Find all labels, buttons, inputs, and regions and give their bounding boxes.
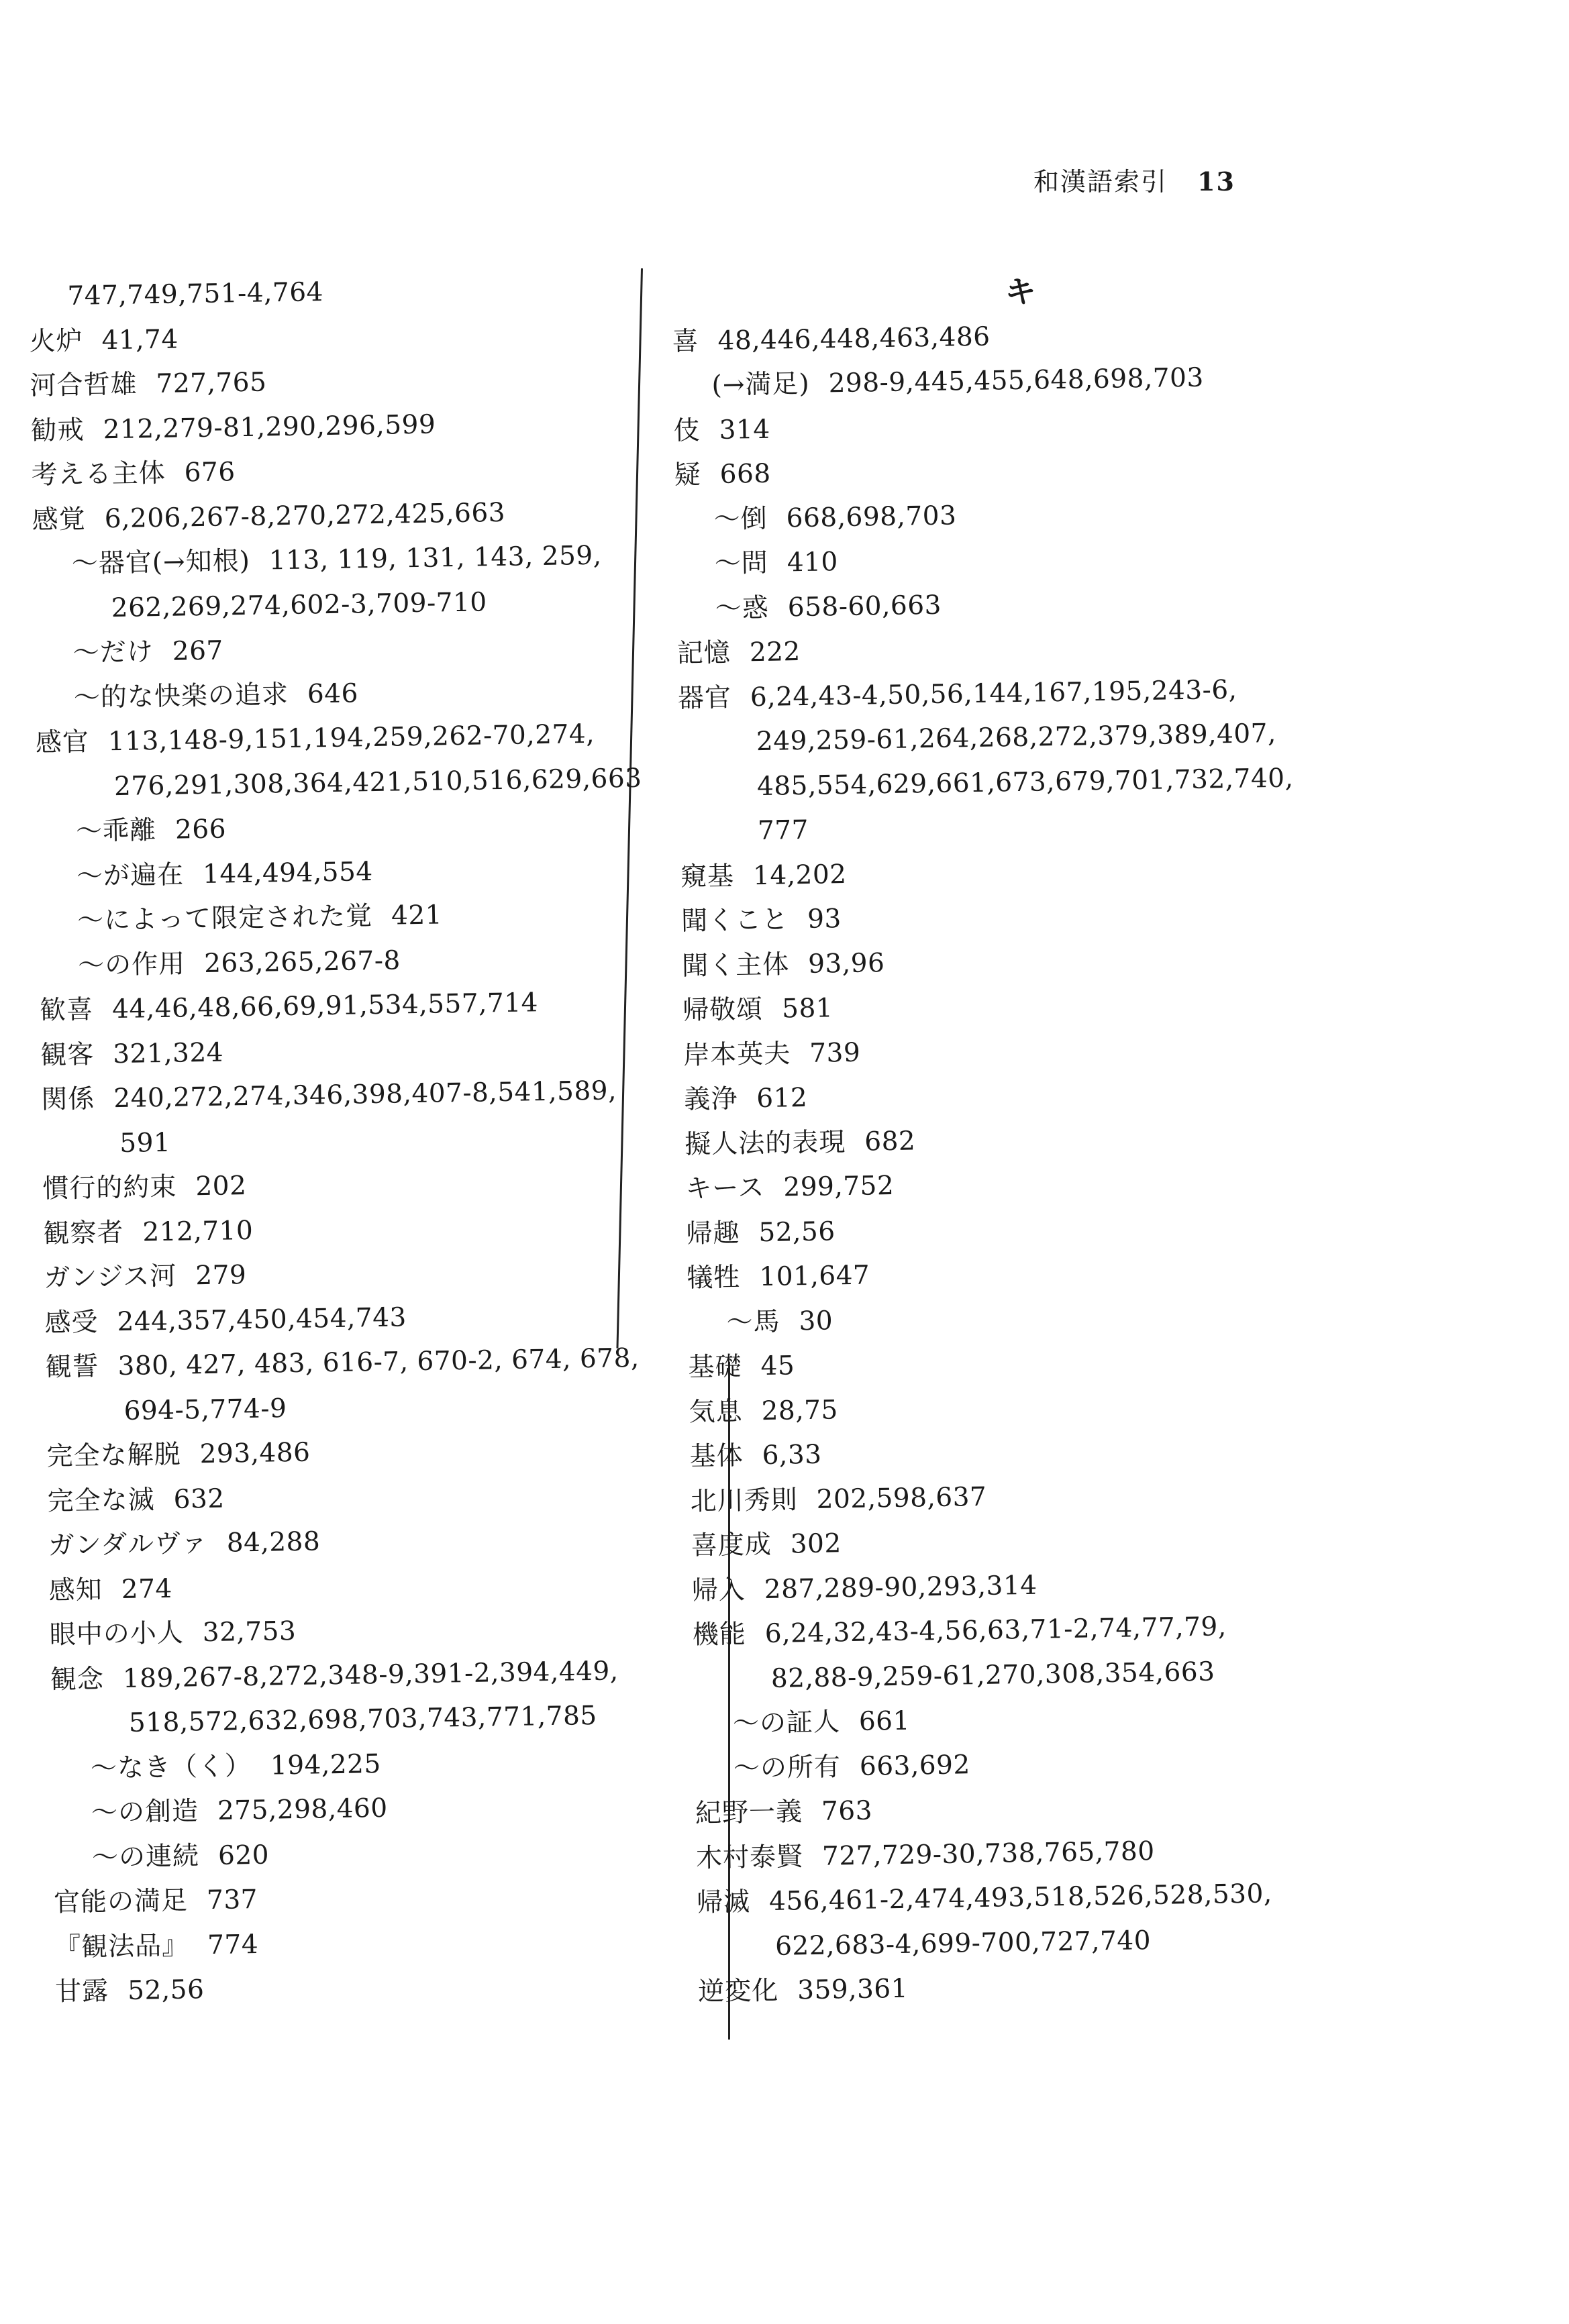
entry-pages: 45 [760,1351,795,1382]
entry-term: ガンダルヴァ [48,1528,209,1561]
entry-term: 北川秀則 [690,1484,799,1517]
entry-pages: 321,324 [112,1037,224,1069]
entry-term: ～の作用 [77,948,186,981]
entry-term: 帰滅 [696,1887,751,1918]
entry-term: 気息 [689,1396,743,1428]
entry-term: ～惑 [715,592,770,624]
page-header [1033,161,1235,198]
entry-continuation-pages: 262,269,274,602-3,709-710 [111,586,487,623]
entry-pages: 279 [195,1260,247,1291]
entry-pages: 581 [781,993,833,1024]
entry-term: 『観法品』 [54,1930,189,1963]
entry-term: 基礎 [688,1351,742,1383]
entry-pages: 240,272,274,346,398,407-8,541,589, [113,1075,617,1114]
entry-pages: 93,96 [807,947,885,980]
entry-term: ～によって限定された覚 [77,901,373,936]
entry-pages: 727,765 [156,367,267,400]
entry-pages: 101,647 [759,1260,870,1293]
entry-pages: 113,148-9,151,194,259,262-70,274, [107,719,595,757]
entry-term: 完全な滅 [47,1484,156,1517]
entry-pages: 661 [858,1705,911,1737]
entry-continuation-pages: 82,88-9,259-61,270,308,354,663 [770,1656,1215,1694]
entry-term: ガンジス河 [44,1261,177,1293]
entry-term: 犠牲 [687,1262,741,1293]
entry-term: 観念 [50,1663,105,1695]
entry-pages: 421 [391,900,443,931]
entry-term: ～問 [714,547,769,580]
entry-pages: 359,361 [797,1973,909,2006]
entry-term: 帰入 [691,1575,746,1606]
entry-pages: 274 [121,1573,173,1605]
entry-pages: 663,692 [859,1749,971,1782]
entry-continuation-pages: 485,554,629,661,673,679,701,732,740, [756,763,1294,802]
entry-pages: 410 [787,547,839,578]
entry-term: 疑 [674,460,702,490]
entry-pages: 52,56 [127,1974,205,2006]
entry-term: (→満足) [711,368,811,401]
entry-pages: 30 [799,1305,833,1336]
entry-pages: 144,494,554 [202,856,374,890]
entry-pages: 48,446,448,463,486 [717,321,991,356]
entry-continuation-pages: 777 [757,814,809,847]
entry-pages: 189,267-8,272,348-9,391-2,394,449, [122,1655,619,1694]
index-column-right [671,264,1370,2015]
entry-continuation-pages: 694-5,774-9 [123,1393,287,1426]
entry-term: 関係 [40,1084,95,1115]
entry-pages: 244,357,450,454,743 [117,1302,407,1337]
entry-pages: 739 [809,1037,861,1069]
entry-continuation-pages: 747,749,751-4,764 [67,277,324,312]
entry-term: ～器官(→知根) [71,545,251,580]
entry-term: 聞くこと [680,904,789,937]
entry-term: 勧戒 [30,415,85,446]
entry-term: 甘露 [54,1976,109,2007]
entry-term: ～だけ [72,637,154,669]
entry-term: キース [685,1172,765,1204]
entry-term: ～的な快楽の追求 [73,679,289,713]
entry-pages: 658-60,663 [787,590,942,623]
entry-pages: 84,288 [226,1526,321,1559]
entry-term: 火炉 [29,325,83,357]
entry-pages: 267 [172,635,224,667]
entry-pages: 676 [184,457,236,488]
entry-term: 機能 [692,1619,747,1650]
index-entry [55,1960,693,2015]
entry-pages: 6,33 [762,1439,822,1471]
entry-term: 歓喜 [39,994,94,1026]
entry-pages: 202,598,637 [816,1481,987,1515]
entry-pages: 632 [173,1483,225,1515]
entry-pages: 266 [174,814,227,845]
entry-continuation-pages: 591 [119,1127,171,1159]
entry-term: 紀野一義 [695,1797,803,1829]
entry-term: ～の所有 [733,1751,842,1784]
entry-pages: 32,753 [202,1616,297,1648]
entry-pages: 212,710 [142,1215,254,1247]
entry-term: 逆変化 [697,1975,779,2007]
entry-pages: 763 [821,1795,873,1827]
entry-term: ～倒 [713,503,768,535]
entry-pages: 620 [217,1840,270,1871]
entry-term: 基体 [689,1440,744,1472]
entry-term: 木村泰賢 [695,1841,804,1874]
entry-continuation-pages: 276,291,308,364,421,510,516,629,663 [113,763,642,802]
entry-pages: 222 [749,637,801,668]
entry-pages: 298-9,445,455,648,698,703 [828,362,1205,399]
entry-pages: 275,298,460 [217,1793,388,1826]
entry-pages: 774 [207,1929,259,1960]
entry-term: 帰敬頌 [682,994,764,1026]
entry-pages: 299,752 [783,1170,895,1203]
entry-pages: 263,265,267-8 [203,945,401,979]
entry-pages: 646 [307,678,359,710]
entry-term: 器官 [677,682,732,714]
entry-term: 観察者 [43,1217,124,1249]
entry-pages: 456,461-2,474,493,518,526,528,530, [768,1879,1273,1917]
entry-term: 伎 [673,415,701,446]
entry-term: 完全な解脱 [46,1439,182,1472]
entry-term: 擬人法的表現 [685,1126,846,1160]
running-title: 和漢語索引 [1033,167,1168,197]
entry-pages: 194,225 [270,1748,382,1781]
entry-pages: 668,698,703 [786,500,957,533]
entry-term: ～が遍在 [76,859,185,892]
entry-term: 慣行的約束 [42,1171,177,1204]
page-number: 13 [1197,166,1235,197]
entry-pages: 14,202 [752,859,847,891]
entry-term: 喜 [672,325,699,357]
entry-term: 感受 [44,1307,99,1338]
entry-term: ～の証人 [732,1707,841,1739]
entry-term: 考える主体 [31,458,166,490]
entry-pages: 6,24,32,43-4,56,63,71-2,74,77,79, [764,1612,1227,1650]
entry-term: 河合哲雄 [30,369,138,401]
section-heading-ki: キ [1005,273,1036,311]
entry-pages: 612 [756,1082,808,1114]
entry-pages: 6,206,267-8,270,272,425,663 [104,497,506,534]
entry-term: 感覚 [32,504,87,535]
entry-pages: 380, 427, 483, 616-7, 670-2, 674, 678, [117,1342,640,1382]
entry-pages: 41,74 [101,324,179,356]
entry-pages: 682 [864,1125,916,1157]
entry-term: 聞く主体 [681,949,790,982]
entry-term: 観客 [40,1039,95,1071]
entry-term: 喜度成 [691,1529,772,1561]
entry-pages: 44,46,48,66,69,91,534,557,714 [111,988,539,1025]
entry-term: 感官 [35,727,90,758]
entry-term: ～馬 [726,1306,780,1338]
entry-term: 官能の満足 [53,1885,189,1918]
entry-term: 眼中の小人 [49,1618,185,1650]
entry-term: 窺基 [680,861,735,892]
entry-pages: 302 [790,1528,842,1560]
entry-term: 岸本英夫 [682,1038,791,1071]
entry-pages: 727,729-30,738,765,780 [821,1836,1155,1872]
entry-pages: 287,289-90,293,314 [764,1570,1037,1605]
entry-pages: 314 [719,414,770,445]
entry-pages: 293,486 [199,1437,311,1470]
entry-term: 義浄 [683,1084,738,1115]
entry-pages: 93 [807,904,842,935]
entry-continuation-pages: 518,572,632,698,703,743,771,785 [128,1700,597,1738]
entry-pages: 202 [195,1171,247,1202]
entry-term: ～の連続 [91,1840,200,1873]
entry-pages: 52,56 [758,1216,836,1248]
entry-continuation-pages: 249,259-61,264,268,272,379,389,407, [756,718,1277,757]
entry-pages: 212,279-81,290,296,599 [103,409,436,445]
entry-term: ～なき（く） [90,1750,252,1784]
entry-continuation-pages: 622,683-4,699-700,727,740 [774,1925,1152,1962]
index-entries-right [672,309,1370,2015]
entry-pages: 28,75 [761,1394,839,1426]
entry-term: ～の創造 [91,1796,199,1828]
entry-term: 記憶 [676,637,731,669]
entry-term: 感知 [48,1575,103,1606]
entry-pages: 668 [719,458,771,490]
entry-pages: 113, 119, 131, 143, 259, [268,540,602,576]
entry-term: 帰趣 [686,1218,740,1249]
entry-term: 観誓 [45,1351,99,1383]
entry-pages: 6,24,43-4,50,56,144,167,195,243-6, [750,674,1237,712]
entry-term: ～乖離 [75,815,157,847]
index-column-left [28,265,693,2015]
entry-pages: 737 [206,1884,258,1916]
